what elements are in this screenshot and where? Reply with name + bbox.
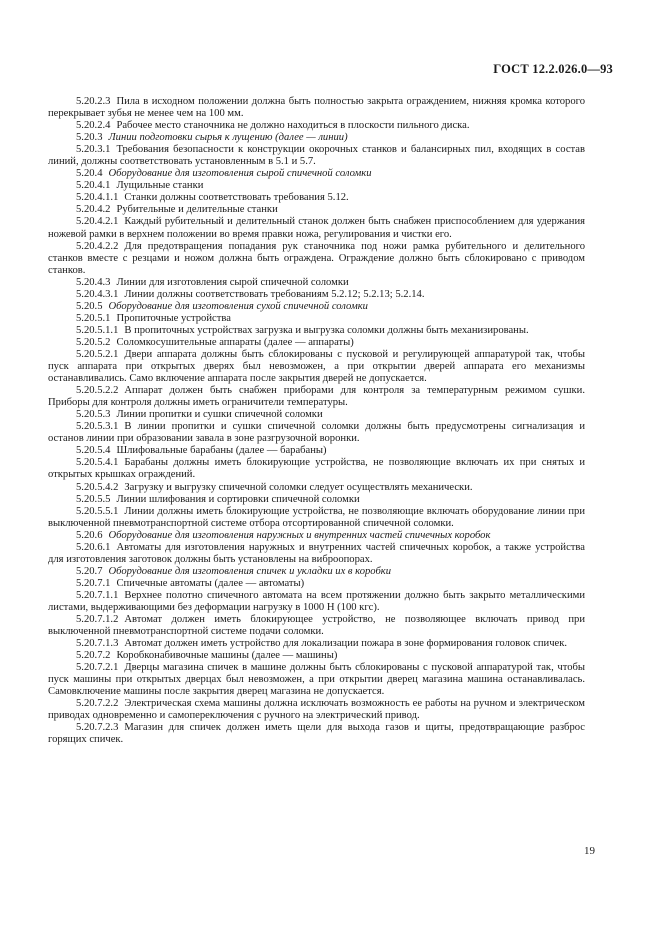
section-text: Магазин для спичек должен иметь щели для выхода газов и щиты, предотвращающие разброс горящих спичек.	[48, 722, 585, 746]
section-number: 5.20.4.3	[76, 276, 111, 288]
section-text: Лущильные станки	[116, 180, 204, 192]
section-number: 5.20.7.1.1	[76, 589, 119, 601]
section-text: Линии шлифования и сортировки спичечной соломки	[116, 493, 360, 505]
section-number: 5.20.5.4.2	[76, 481, 119, 493]
section-text: Загрузку и выгрузку спичечной соломки следует осуществлять механически.	[124, 481, 473, 493]
section-number: 5.20.4.1	[76, 180, 111, 192]
section-paragraph	[48, 241, 585, 277]
section-text: В пропиточных устройствах загрузка и выгрузка соломки должны быть механизированы.	[124, 324, 529, 336]
section-number: 5.20.5.1	[76, 312, 111, 324]
section-paragraph	[48, 494, 585, 506]
section-number: 5.20.6	[76, 529, 103, 541]
section-text: Линии пропитки и сушки спичечной соломки	[116, 409, 323, 421]
section-text: Двери аппарата должны быть сблокированы с пусковой и регулирующей аппаратурой так, чтобы пуск аппарата при открытых дверях был невозможен, а при открытии дверей аппарата его механизмы останавливались. Само включение аппарата после закрытия дверей не допускается.	[48, 348, 585, 385]
section-paragraph	[48, 192, 585, 204]
section-number: 5.20.3.1	[76, 144, 111, 156]
section-paragraph	[48, 180, 585, 192]
section-number: 5.20.4	[76, 168, 103, 180]
section-text: Для предотвращения попадания рук станочника под ножи рамка рубительного и делительного станков вместе с резцами и ножом должна быть ограждена. Ограждение должно быть сблокировано с приводом станков.	[48, 240, 585, 276]
section-number: 5.20.7.1	[76, 577, 111, 589]
section-paragraph	[48, 614, 585, 638]
section-number: 5.20.4.2.2	[76, 240, 119, 252]
section-text: В линии пропитки и сушки спичечной соломки должны быть предусмотрены сигнализация и останов линии при образовании завала в зоне разгрузочной воронки.	[48, 421, 585, 445]
section-text: Линии должны иметь блокирующие устройства, не позволяющие включать оборудование линии при выключенной пневмотранспортной системе отбора отсортированной спичечной соломки.	[48, 505, 585, 529]
section-paragraph	[48, 96, 585, 120]
section-paragraph	[48, 168, 585, 180]
section-number: 5.20.4.2.1	[76, 216, 119, 228]
section-number: 5.20.7.2.1	[76, 662, 119, 674]
section-text: Автоматы для изготовления наружных и внутренних частей спичечных коробок, а также устройства для изготовления заготовок должны быть установлены на виброопорах.	[48, 541, 585, 565]
section-text: Верхнее полотно спичечного автомата на всем протяжении должно быть закрыто металлическими листами, выдерживающими без деформации нагрузку в 1000 Н (100 кгс).	[48, 589, 585, 613]
document-body	[48, 96, 585, 747]
section-text: Каждый рубительный и делительный станок должен быть снабжен приспособлением для удержания ножевой рамки в верхнем положении во время правки ножа, регулирования и чистки его.	[48, 216, 585, 240]
section-number: 5.20.5	[76, 300, 103, 312]
section-heading: Оборудование для изготовления спичек и укладки их в коробки	[108, 565, 392, 577]
section-paragraph	[48, 204, 585, 216]
section-paragraph	[48, 698, 585, 722]
section-heading: Оборудование для изготовления наружных и внутренних частей спичечных коробок	[108, 529, 491, 541]
section-text: Аппарат должен быть снабжен приборами для контроля за температурным режимом сушки. Приборы для контроля должны иметь ограничители температуры.	[48, 385, 585, 409]
section-paragraph	[48, 566, 585, 578]
section-paragraph	[48, 722, 585, 746]
section-number: 5.20.5.2	[76, 336, 111, 348]
section-text: Барабаны должны иметь блокирующие устройства, не позволяющие включать их при снятых и открытых крышках ограждений.	[48, 457, 585, 481]
section-text: Спичечные автоматы (далее — автоматы)	[116, 577, 305, 589]
section-text: Требования безопасности к конструкции окорочных станков и балансирных пил, входящих в состав линий, должны соответствовать установленным в 5.1 и 5.7.	[48, 144, 585, 168]
section-paragraph	[48, 144, 585, 168]
section-paragraph	[48, 650, 585, 662]
section-number: 5.20.2.4	[76, 120, 111, 132]
section-number: 5.20.5.4.1	[76, 457, 119, 469]
section-heading: Оборудование для изготовления сухой спичечной соломки	[108, 300, 368, 312]
section-number: 5.20.4.2	[76, 204, 111, 216]
section-number: 5.20.7.1.3	[76, 638, 119, 650]
section-text: Рабочее место станочника не должно находиться в плоскости пильного диска.	[116, 120, 470, 132]
section-number: 5.20.7.2.3	[76, 722, 119, 734]
section-paragraph	[48, 385, 585, 409]
section-paragraph	[48, 590, 585, 614]
section-text: Станки должны соответствовать требования 5.12.	[124, 192, 349, 204]
section-paragraph	[48, 445, 585, 457]
section-paragraph	[48, 289, 585, 301]
section-number: 5.20.7	[76, 565, 103, 577]
section-paragraph	[48, 421, 585, 445]
section-text: Дверцы магазина спичек в машине должны быть сблокированы с пусковой аппаратурой так, чтобы пуск машины при открытых дверцах был невозможен, а при открытии дверец магазина машина останавливалась. Самовключение машины после закрытия дверец магазина не допускается.	[48, 662, 585, 698]
section-text: Коробконабивочные машины (далее — машины)	[116, 650, 338, 662]
section-paragraph	[48, 301, 585, 313]
section-paragraph	[48, 578, 585, 590]
section-number: 5.20.5.2.2	[76, 385, 119, 397]
section-heading: Линии подготовки сырья к лущению (далее — линии)	[108, 132, 348, 144]
section-number: 5.20.3	[76, 132, 103, 144]
section-text: Шлифовальные барабаны (далее — барабаны)	[116, 445, 327, 457]
section-text: Автомат должен иметь устройство для локализации пожара в зоне формирования головок спичек.	[124, 638, 568, 650]
section-paragraph	[48, 120, 585, 132]
section-number: 5.20.5.5	[76, 493, 111, 505]
section-paragraph	[48, 457, 585, 481]
section-text: Соломкосушительные аппараты (далее — аппараты)	[116, 336, 354, 348]
section-paragraph	[48, 337, 585, 349]
section-number: 5.20.6.1	[76, 541, 111, 553]
section-number: 5.20.7.2	[76, 650, 111, 662]
section-heading: Оборудование для изготовления сырой спичечной соломки	[108, 168, 372, 180]
section-number: 5.20.5.1.1	[76, 324, 119, 336]
section-number: 5.20.5.3.1	[76, 421, 119, 433]
document-code: ГОСТ 12.2.026.0—93	[493, 62, 613, 76]
section-text: Пропиточные устройства	[116, 312, 231, 324]
section-paragraph	[48, 409, 585, 421]
section-number: 5.20.2.3	[76, 96, 111, 107]
section-paragraph	[48, 530, 585, 542]
section-number: 5.20.7.1.2	[76, 614, 119, 626]
section-text: Линии должны соответствовать требованиям 5.2.12; 5.2.13; 5.2.14.	[124, 288, 425, 300]
section-paragraph	[48, 313, 585, 325]
section-number: 5.20.5.5.1	[76, 505, 119, 517]
section-paragraph	[48, 638, 585, 650]
section-paragraph	[48, 325, 585, 337]
page-number: 19	[584, 845, 595, 857]
section-number: 5.20.4.1.1	[76, 192, 119, 204]
section-number: 5.20.5.3	[76, 409, 111, 421]
section-paragraph	[48, 506, 585, 530]
section-paragraph	[48, 349, 585, 385]
section-paragraph	[48, 542, 585, 566]
section-paragraph	[48, 216, 585, 240]
section-number: 5.20.4.3.1	[76, 288, 119, 300]
section-text: Линии для изготовления сырой спичечной соломки	[116, 276, 349, 288]
section-paragraph	[48, 277, 585, 289]
section-paragraph	[48, 482, 585, 494]
section-number: 5.20.5.2.1	[76, 348, 119, 360]
section-number: 5.20.7.2.2	[76, 698, 119, 710]
section-text: Пила в исходном положении должна быть полностью закрыта ограждением, нижняя кромка которого перекрывает зубья не менее чем на 100 мм.	[48, 96, 585, 120]
section-paragraph	[48, 132, 585, 144]
section-text: Электрическая схема машины должна исключать возможность ее работы на ручном и электрическом приводах одновременно и самопереключения с ручного на электрический привод.	[48, 698, 585, 722]
section-paragraph	[48, 662, 585, 698]
section-text: Автомат должен иметь блокирующее устройство, не позволяющее включать привод при выключенной пневмотранспортной системе подачи соломки.	[48, 614, 585, 638]
section-text: Рубительные и делительные станки	[116, 204, 278, 216]
section-number: 5.20.5.4	[76, 445, 111, 457]
